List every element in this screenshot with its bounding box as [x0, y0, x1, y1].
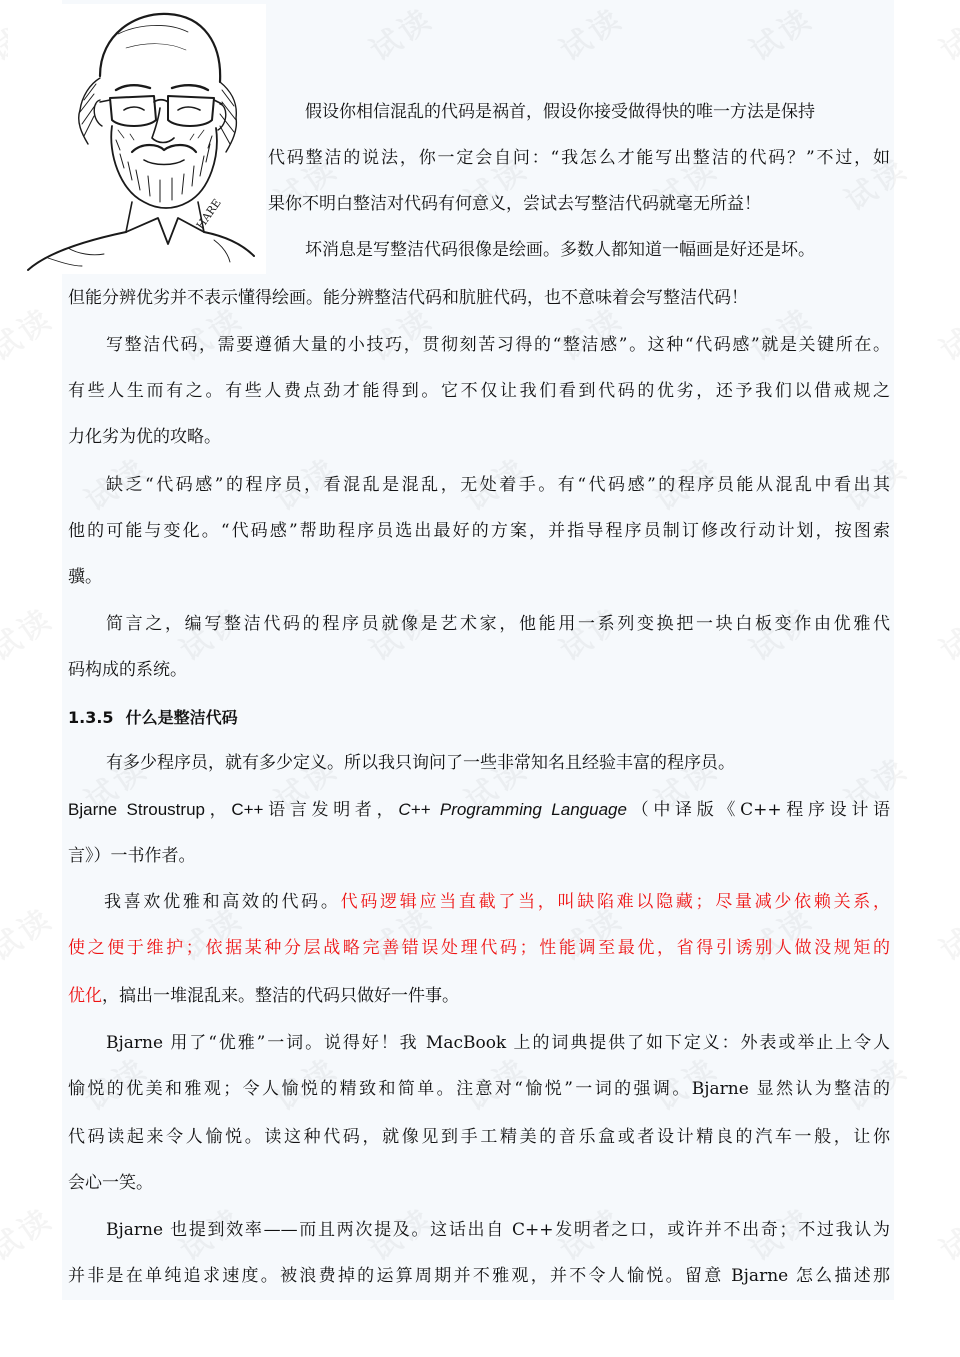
quote-end: ，搞出一堆混乱来。整洁的代码只做好一件事。 [102, 986, 459, 1006]
watermark-text [930, 894, 960, 969]
watermark-text [0, 294, 61, 369]
text-line: 有些人生而有之。有些人费点劲才能得到。它不仅让我们看到代码的优劣，还予我们以借戒规之 [68, 381, 890, 401]
text-line: 并非是在单纯追求速度。被浪费掉的运算周期并不雅观，并不令人愉悦。留意 Bjarne 怎么描述那 [68, 1266, 890, 1286]
text-line: 会心一笑。 [68, 1173, 153, 1193]
section-title: 什么是整洁代码 [125, 708, 238, 727]
text-line [68, 786, 890, 834]
text-line: 但能分辨优劣并不表示懂得绘画。能分辨整洁代码和肮脏代码，也不意味着会写整洁代码！ [68, 288, 748, 308]
quote-highlight-line: 使之便于维护；依据某种分层战略完善错误处理代码；性能调至最优，省得引诱别人做没规矩的 [68, 938, 890, 958]
text-line: 他的可能与变化。“代码感”帮助程序员选出最好的方案，并指导程序员制订修改行动计划，按图索 [68, 521, 890, 541]
watermark-text [0, 594, 61, 669]
text-line: 缺乏“代码感”的程序员，看混乱是混乱，无处着手。有“代码感”的程序员能从混乱中看出其 [106, 475, 890, 495]
quote-line [104, 878, 890, 926]
text-line: 代码整洁的说法，你一定会自问：“我怎么才能写出整洁的代码？”不过，如 [268, 148, 890, 168]
section-number: 1.3.5 [68, 708, 114, 727]
quote-start: 我喜欢优雅和高效的代码。 [104, 892, 341, 912]
portrait-sketch [8, 4, 266, 274]
text-line: 愉悦的优美和雅观；令人愉悦的精致和简单。注意对“愉悦”一词的强调。Bjarne 显然认为整洁的 [68, 1079, 890, 1099]
text-line: 假设你相信混乱的代码是祸首，假设你接受做得快的唯一方法是保持 [305, 102, 815, 122]
text-line: 力化劣为优的攻略。 [68, 427, 221, 447]
text-line: 言》）一书作者。 [68, 846, 196, 866]
text-line: 代码读起来令人愉悦。读这种代码，就像见到手工精美的音乐盒或者设计精良的汽车一般，让你 [68, 1127, 890, 1147]
author-portrait-image [8, 4, 266, 274]
text-line: 码构成的系统。 [68, 660, 187, 680]
watermark-text [930, 594, 960, 669]
quote-highlight: 代码逻辑应当直截了当，叫缺陷难以隐藏；尽量减少依赖关系， [340, 892, 890, 912]
portrait-signature: HARE [193, 196, 224, 232]
watermark-text [0, 894, 61, 969]
watermark-text [930, 1194, 960, 1269]
watermark-text [930, 294, 960, 369]
text-line: 有多少程序员，就有多少定义。所以我只询问了一些非常知名且经验丰富的程序员。 [106, 753, 735, 773]
text-line: Bjarne 也提到效率——而且两次提及。这话出自 C++发明者之口，或许并不出奇；不过我认为 [106, 1220, 890, 1240]
text-line: 写整洁代码，需要遵循大量的小技巧，贯彻刻苦习得的“整洁感”。这种“代码感”就是关键所在。 [106, 335, 890, 355]
quote-highlight: 优化 [68, 986, 102, 1006]
book-title: C++ Programming Language [398, 800, 627, 819]
author-credit: Bjarne Stroustrup，C++语言发明者， [68, 800, 399, 819]
text-line: 坏消息是写整洁代码很像是绘画。多数人都知道一幅画是好还是坏。 [305, 240, 815, 260]
text-line: 骥。 [68, 567, 102, 587]
text-line: 果你不明白整洁对代码有何意义，尝试去写整洁代码就毫无所益！ [268, 194, 761, 214]
watermark-text [0, 1194, 61, 1269]
section-heading [68, 694, 238, 742]
book-translation-note: （中译版《C++程序设计语 [626, 800, 890, 820]
watermark-text [930, 0, 960, 70]
text-line: 简言之，编写整洁代码的程序员就像是艺术家，他能用一系列变换把一块白板变作由优雅代 [106, 614, 890, 634]
quote-line [68, 972, 890, 1020]
text-line: Bjarne 用了“优雅”一词。说得好！我 MacBook 上的词典提供了如下定义：外表或举止上令人 [106, 1033, 890, 1053]
